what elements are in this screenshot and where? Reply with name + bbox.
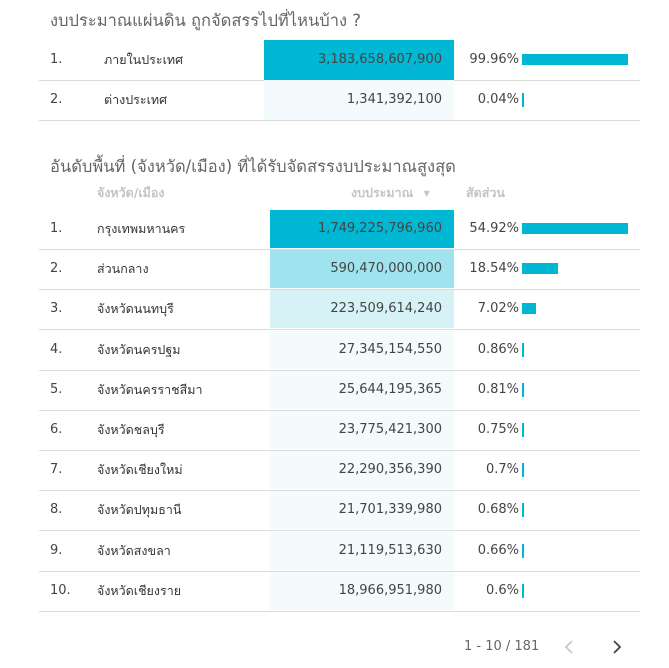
percent-bar	[522, 303, 536, 314]
table-row[interactable]	[39, 370, 640, 411]
location-name: จังหวัดชลบุรี	[97, 422, 165, 437]
percent-label: 99.96%	[469, 52, 519, 67]
location-name: จังหวัดสงขลา	[97, 542, 171, 558]
column-header-budget[interactable]	[351, 182, 430, 204]
table-row[interactable]	[39, 410, 640, 451]
section2-title: อันดับพื้นที่ (จังหวัด/เมือง) ที่ได้รับจัดสรรงบประมาณสูงสุด	[50, 157, 456, 176]
rank-label: 1.	[50, 221, 63, 236]
percent-bar	[522, 544, 524, 558]
location-name: จังหวัดปทุมธานี	[97, 502, 182, 518]
location-name: จังหวัดนครราชสีมา	[97, 381, 203, 397]
column-header-province[interactable]: จังหวัด/เมือง	[97, 185, 165, 200]
rank-label: 5.	[50, 381, 63, 397]
percent-bar	[522, 423, 524, 437]
chevron-left-icon	[552, 630, 586, 664]
location-name: ภายในประเทศ	[104, 52, 184, 67]
budget-value: 1,341,392,100	[264, 80, 454, 120]
budget-value: 590,470,000,000	[270, 250, 454, 288]
location-name: ต่างประเทศ	[104, 92, 168, 107]
budget-value: 3,183,658,607,900	[264, 40, 454, 80]
location-name: จังหวัดนนทบุรี	[97, 301, 174, 317]
location-name: จังหวัดนครปฐม	[97, 341, 181, 357]
table-row[interactable]	[39, 330, 640, 371]
percent-label: 0.86%	[477, 341, 519, 357]
percent-bar	[522, 584, 524, 598]
percent-bar	[522, 343, 524, 357]
rank-label: 8.	[50, 502, 63, 518]
rank-label: 2.	[50, 92, 63, 107]
table-row[interactable]	[39, 209, 640, 250]
budget-value: 27,345,154,550	[270, 331, 454, 369]
rank-label: 9.	[50, 542, 63, 558]
table-row[interactable]	[39, 450, 640, 491]
percent-label: 0.66%	[477, 542, 519, 558]
table-row[interactable]	[39, 80, 640, 121]
percent-label: 0.68%	[477, 502, 519, 518]
table-row[interactable]	[39, 490, 640, 531]
table-row[interactable]	[39, 289, 640, 330]
prev-page-button[interactable]	[552, 630, 586, 664]
rank-label: 7.	[50, 462, 63, 478]
percent-label: 54.92%	[469, 221, 519, 236]
budget-value: 25,644,195,365	[270, 371, 454, 409]
column-header-budget-label: งบประมาณ	[351, 185, 414, 200]
percent-label: 0.81%	[477, 381, 519, 397]
rank-label: 3.	[50, 301, 63, 317]
table-row[interactable]	[39, 249, 640, 290]
budget-value: 223,509,614,240	[270, 290, 454, 328]
percent-label: 0.6%	[485, 582, 519, 598]
rank-label: 6.	[50, 422, 63, 437]
percent-bar	[522, 263, 558, 274]
pagination-label: 1 - 10 / 181	[464, 639, 540, 654]
table-row[interactable]	[39, 40, 640, 81]
percent-label: 18.54%	[469, 261, 519, 277]
rank-label: 1.	[50, 52, 63, 67]
percent-label: 7.02%	[477, 301, 519, 317]
location-name: กรุงเทพมหานคร	[97, 221, 186, 236]
rank-label: 2.	[50, 261, 63, 277]
percent-label: 0.7%	[485, 462, 519, 478]
table-row[interactable]	[39, 531, 640, 572]
section1-title: งบประมาณแผ่นดิน ถูกจัดสรรไปที่ไหนบ้าง ?	[50, 11, 362, 30]
percent-bar	[522, 463, 524, 477]
budget-value: 21,701,339,980	[270, 491, 454, 529]
budget-value: 23,775,421,300	[270, 411, 454, 449]
percent-bar	[522, 223, 628, 234]
next-page-button[interactable]	[600, 630, 634, 664]
sort-desc-icon: ▼	[423, 189, 430, 198]
percent-bar	[522, 54, 628, 65]
rank-label: 10.	[50, 582, 71, 598]
rank-label: 4.	[50, 341, 63, 357]
percent-bar	[522, 383, 524, 397]
location-name: จังหวัดเชียงราย	[97, 582, 182, 598]
percent-bar	[522, 503, 524, 517]
budget-value: 18,966,951,980	[270, 572, 454, 610]
percent-label: 0.75%	[477, 422, 519, 437]
percent-bar	[522, 93, 524, 107]
budget-value: 22,290,356,390	[270, 451, 454, 489]
location-name: ส่วนกลาง	[97, 261, 149, 277]
table-row[interactable]	[39, 571, 640, 612]
budget-value: 21,119,513,630	[270, 532, 454, 570]
column-header-share[interactable]: สัดส่วน	[466, 185, 505, 200]
location-name: จังหวัดเชียงใหม่	[97, 462, 183, 478]
percent-label: 0.04%	[477, 92, 519, 107]
budget-value: 1,749,225,796,960	[270, 210, 454, 248]
chevron-right-icon	[600, 630, 634, 664]
